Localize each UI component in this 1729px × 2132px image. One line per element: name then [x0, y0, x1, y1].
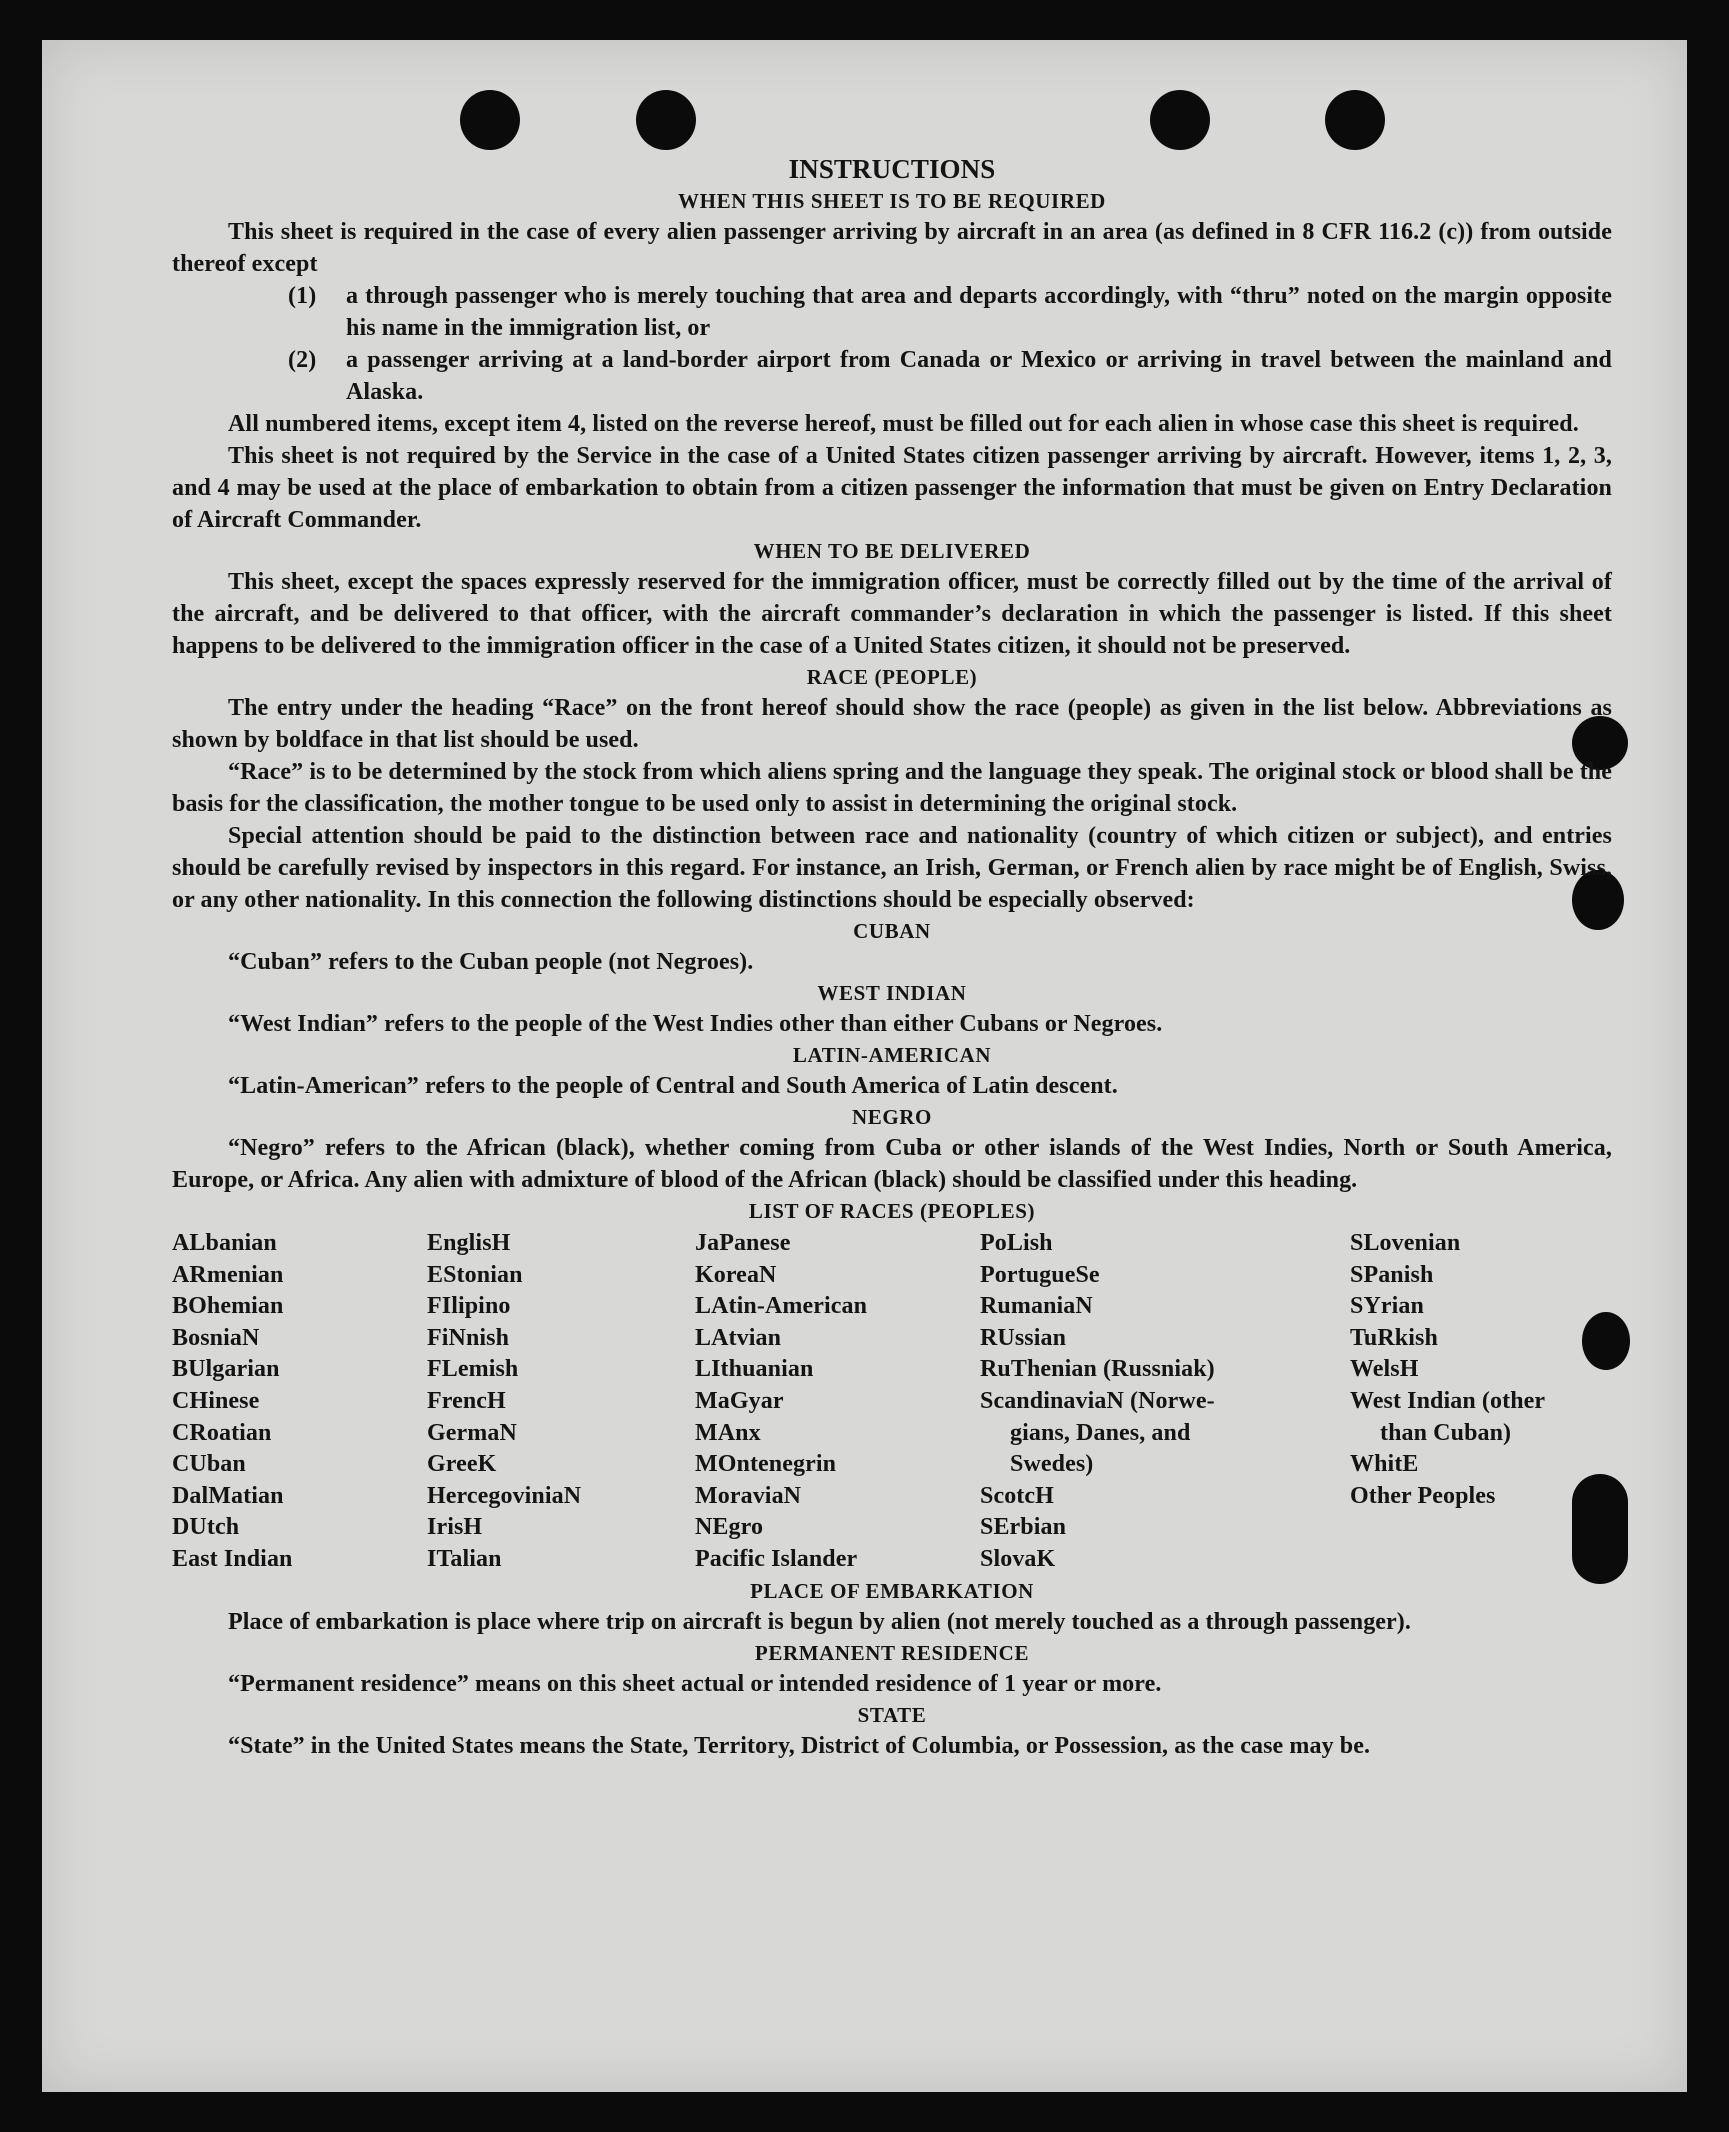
west-indian-text: “West Indian” refers to the people of the West Indies other than either Cubans or Negroes. [228, 1011, 1163, 1037]
list-item: SErbian [980, 1514, 1067, 1541]
item-text: a through passenger who is merely touching that area and departs accordingly, with “thru” noted on the margin opposite his name in the immigration list, or [346, 283, 1612, 341]
list-item: DUtch [172, 1514, 240, 1541]
section-heading-cuban: CUBAN [853, 919, 931, 943]
list-item: BUlgarian [172, 1356, 280, 1383]
section-heading-state: STATE [857, 1702, 927, 1727]
list-item: HercegoviniaN [427, 1482, 582, 1509]
list-item: FIlipino [427, 1293, 511, 1320]
list-item: RumaniaN [980, 1293, 1093, 1320]
list-item: BosniaN [172, 1324, 260, 1351]
list-item: ALbanian [172, 1230, 277, 1256]
list-item: East Indian [172, 1545, 293, 1572]
list-item: gians, Danes, and [1010, 1419, 1191, 1446]
list-item: ITalian [427, 1545, 502, 1572]
section-heading-when-delivered: WHEN TO BE DELIVERED [753, 539, 1031, 563]
list-item: RUssian [980, 1324, 1067, 1351]
races-column-5 [1350, 1228, 1612, 1576]
section-heading-negro: NEGRO [851, 1105, 932, 1129]
section-heading-list-of-races: LIST OF RACES (PEOPLES) [748, 1199, 1036, 1223]
item-number: (2) [288, 347, 317, 373]
item-number: (1) [288, 283, 317, 309]
list-item: Other Peoples [1350, 1482, 1496, 1509]
list-item: Pacific Islander [695, 1545, 858, 1572]
list-item: KoreaN [695, 1261, 777, 1288]
list-item: MOntenegrin [695, 1451, 837, 1478]
list-item: FLemish [427, 1356, 519, 1383]
list-item: RuThenian (Russniak) [980, 1356, 1215, 1383]
races-column-2 [427, 1228, 695, 1576]
when-required-intro: This sheet is required in the case of every alien passenger arriving by aircraft in an area (as defined in 8 CFR 116.2 (c)) from outside thereof except [172, 219, 1612, 277]
list-item: SLovenian [1350, 1230, 1461, 1256]
residence-text: “Permanent residence” means on this sheet actual or intended residence of 1 year or more. [228, 1670, 1162, 1697]
list-item: EStonian [427, 1261, 523, 1288]
list-item: GreeK [427, 1451, 497, 1478]
section-heading-residence: PERMANENT RESIDENCE [754, 1640, 1030, 1665]
list-item: TuRkish [1350, 1324, 1438, 1351]
list-item: Swedes) [1010, 1451, 1094, 1478]
races-column-4 [980, 1228, 1350, 1576]
list-item: PortugueSe [980, 1261, 1100, 1288]
negro-text: “Negro” refers to the African (black), whether coming from Cuba or other islands of the West Indies, North or South America, Europe, or Africa. Any alien with admixture of blood of the African (black) should be classified under this heading. [172, 1135, 1612, 1193]
punch-hole [1150, 90, 1210, 150]
list-item: MoraviaN [695, 1482, 802, 1509]
race-paragraph-3: Special attention should be paid to the distinction between race and nationality (country of which citizen or subject), and entries should be carefully revised by inspectors in this regard. For instance, an Irish, German, or French alien by race might be of English, Swiss, or any other nationality. In this connection the following distinctions should be especially observed: [172, 823, 1612, 913]
punch-hole [1325, 90, 1385, 150]
list-item: CRoatian [172, 1419, 272, 1446]
state-text: “State” in the United States means the State, Territory, District of Columbia, or Possession, as the case may be. [228, 1732, 1371, 1759]
latin-american-text: “Latin-American” refers to the people of Central and South America of Latin descent. [228, 1073, 1118, 1099]
list-item: JaPanese [695, 1230, 791, 1256]
list-item: FiNnish [427, 1324, 510, 1351]
races-column-1 [172, 1228, 427, 1576]
list-item: CHinese [172, 1387, 260, 1414]
section-heading-latin-american: LATIN-AMERICAN [792, 1043, 992, 1067]
citizen-paragraph: This sheet is not required by the Service in the case of a United States citizen passenger arriving by aircraft. However, items 1, 2, 3, and 4 may be used at the place of embarkation to obtain from a citizen passenger the information that must be given on Entry Declaration of Aircraft Commander. [172, 443, 1612, 533]
list-item: SlovaK [980, 1545, 1056, 1572]
list-item: ARmenian [172, 1261, 284, 1288]
list-item: SYrian [1350, 1293, 1424, 1320]
list-item: PoLish [980, 1230, 1053, 1256]
list-item: MAnx [695, 1419, 761, 1446]
list-item: West Indian (other [1350, 1387, 1546, 1414]
list-item: than Cuban) [1380, 1419, 1512, 1446]
list-item: LAtvian [695, 1324, 782, 1351]
exception-item [288, 280, 1612, 344]
race-paragraph-1: The entry under the heading “Race” on the front hereof should show the race (people) as given in the list below. Abbreviations as shown by boldface in that list should be used. [172, 695, 1612, 753]
list-item: WhitE [1350, 1451, 1419, 1478]
punch-hole [460, 90, 520, 150]
section-heading-when-required: WHEN THIS SHEET IS TO BE REQUIRED [678, 189, 1106, 213]
embarkation-text: Place of embarkation is place where trip on aircraft is begun by alien (not merely touched as a through passenger). [228, 1608, 1411, 1635]
page-title: INSTRUCTIONS [788, 154, 996, 184]
when-delivered-text: This sheet, except the spaces expressly reserved for the immigration officer, must be correctly filled out by the time of the arrival of the aircraft, and be delivered to that officer, with the aircraft commander’s declaration in which the passenger is listed. If this sheet happens to be delivered to the immigration officer in the case of a United States citizen, it should not be preserved. [172, 569, 1612, 659]
section-heading-embarkation: PLACE OF EMBARKATION [750, 1578, 1034, 1603]
list-item: ScandinaviaN (Norwe- [980, 1387, 1215, 1414]
list-item: GermaN [427, 1419, 517, 1446]
list-item: NEgro [695, 1514, 764, 1541]
races-list [172, 1228, 1612, 1576]
list-item: LIthuanian [695, 1356, 814, 1383]
races-column-3 [695, 1228, 980, 1576]
exception-item [288, 344, 1612, 408]
section-heading-race: RACE (PEOPLE) [806, 665, 978, 689]
list-item: SPanish [1350, 1261, 1434, 1288]
punch-hole [636, 90, 696, 150]
list-item: CUban [172, 1451, 246, 1478]
list-item: MaGyar [695, 1387, 784, 1414]
instructions-content [172, 152, 1612, 1762]
list-item: BOhemian [172, 1293, 284, 1320]
cuban-text: “Cuban” refers to the Cuban people (not Negroes). [228, 949, 754, 975]
list-item: FrencH [427, 1387, 506, 1414]
list-item: DalMatian [172, 1482, 284, 1509]
list-item: IrisH [427, 1514, 483, 1541]
list-item: WelsH [1350, 1356, 1419, 1383]
list-item: EnglisH [427, 1230, 511, 1256]
numbered-items-paragraph: All numbered items, except item 4, listed on the reverse hereof, must be filled out for each alien in whose case this sheet is required. [228, 411, 1579, 437]
item-text: a passenger arriving at a land-border airport from Canada or Mexico or arriving in travel between the mainland and Alaska. [346, 347, 1612, 405]
document-sheet [42, 40, 1687, 2092]
race-paragraph-2: “Race” is to be determined by the stock from which aliens spring and the language they speak. The original stock or blood shall be the basis for the classification, the mother tongue to be used only to assist in determining the original stock. [172, 759, 1612, 817]
list-item: ScotcH [980, 1482, 1054, 1509]
section-heading-west-indian: WEST INDIAN [817, 981, 967, 1005]
list-item: LAtin-American [695, 1293, 868, 1320]
